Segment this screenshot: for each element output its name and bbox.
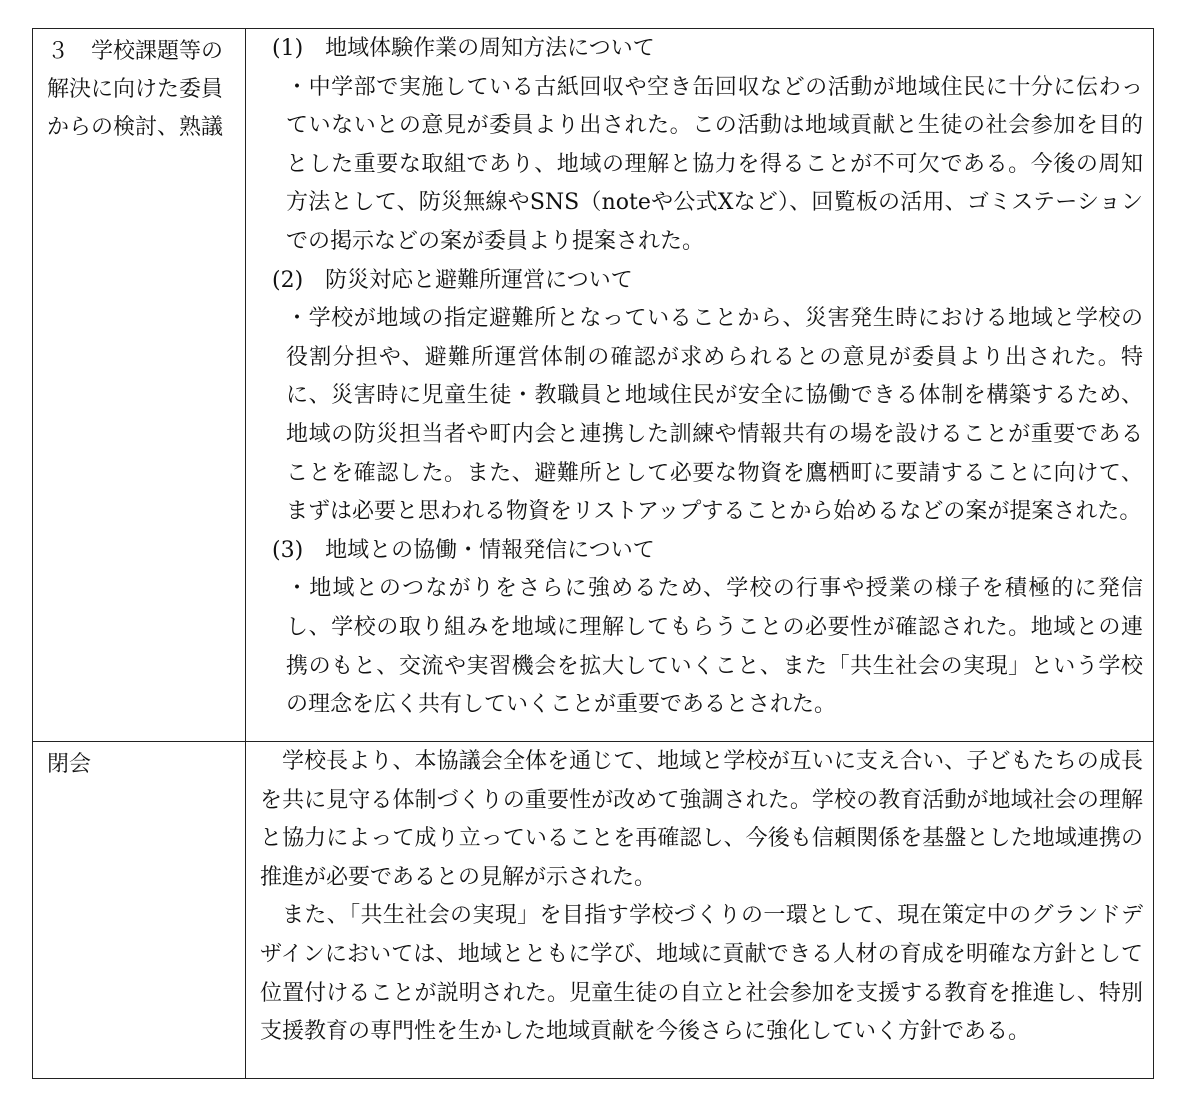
section-heading-3: (3) 地域との協働・情報発信について (272, 537, 655, 563)
closing-paragraph-2: また、「共生社会の実現」を目指す学校づくりの一環として、現在策定中のグランドデザインにおいては、地域とともに学び、地域に貢献できる人材の育成を明確な方針として位置付けることが説明された。児童生徒の自立と社会参加を支援する教育を推進し、特別支援教育の専門性を生かした地域貢献を今後さらに強化していく方針である。 (260, 903, 1143, 1045)
content-cell-deliberation (246, 29, 1154, 742)
content-cell-closing (246, 742, 1154, 1079)
section-body-1: ・中学部で実施している古紙回収や空き缶回収などの活動が地域住民に十分に伝わっていないとの意見が委員より出された。この活動は地域貢献と生徒の社会参加を目的とした重要な取組であり、地域の理解と協力を得ることが不可欠である。今後の周知方法として、防災無線やSNS（noteや公式Xなど）、回覧板の活用、ゴミステーションでの掲示などの案が委員より提案された。 (286, 74, 1143, 254)
row-label-deliberation: ３ 学校課題等の解決に向けた委員からの検討、熟議 (47, 39, 224, 140)
label-cell-deliberation (33, 29, 246, 742)
row-label-closing: 閉会 (47, 752, 92, 777)
section-heading-1: (1) 地域体験作業の周知方法について (272, 36, 655, 61)
closing-paragraph-1: 学校長より、本協議会全体を通じて、地域と学校が互いに支え合い、子どもたちの成長を共に見守る体制づくりの重要性が改めて強調された。学校の教育活動が地域社会の理解と協力によって成り立っていることを再確認し、今後も信頼関係を基盤とした地域連携の推進が必要であるとの見解が示された。 (260, 749, 1143, 890)
table-row-deliberation (33, 29, 1154, 742)
section-heading-2: (2) 防災対応と避難所運営について (272, 267, 633, 293)
section-body-3: ・地域とのつながりをさらに強めるため、学校の行事や授業の様子を積極的に発信し、学校の取り組みを地域に理解してもらうことの必要性が確認された。地域との連携のもと、交流や実習機会を拡大していくこと、また「共生社会の実現」という学校の理念を広く共有していくことが重要であるとされた。 (286, 576, 1143, 718)
label-cell-closing (33, 742, 246, 1079)
table-row-closing (33, 742, 1154, 1079)
section-body-2: ・学校が地域の指定避難所となっていることから、災害発生時における地域と学校の役割分担や、避難所運営体制の確認が求められるとの意見が委員より出された。特に、災害時に児童生徒・教職員と地域住民が安全に協働できる体制を構築するため、地域の防災担当者や町内会と連携した訓練や情報共有の場を設けることが重要であることを確認した。また、避難所として必要な物資を鷹栖町に要請することに向けて、まずは必要と思われる物資をリストアップすることから始めるなどの案が提案された。 (286, 306, 1143, 525)
minutes-table (32, 28, 1154, 1079)
